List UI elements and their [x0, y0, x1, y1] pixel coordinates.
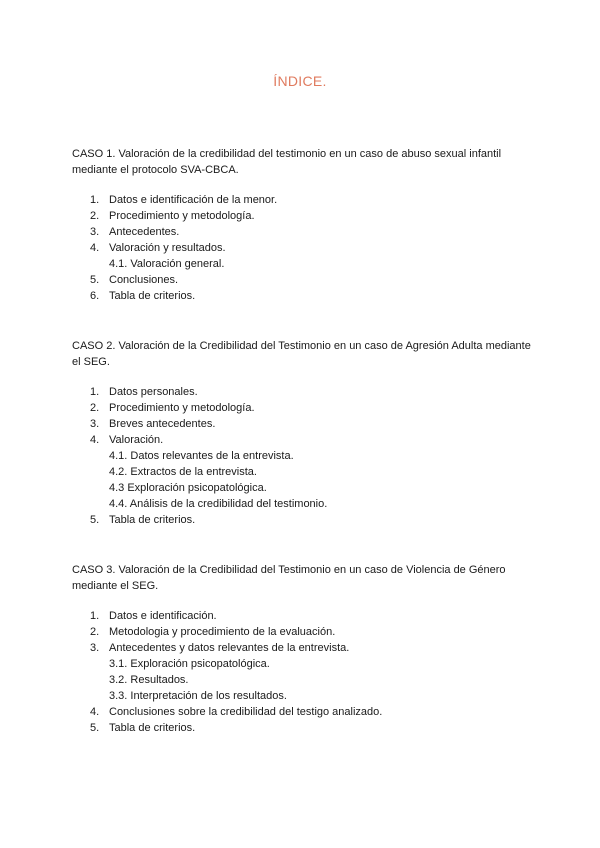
case-1-items	[72, 192, 542, 304]
sub-list-item	[72, 688, 542, 704]
item-text: Tabla de criterios.	[109, 514, 196, 526]
sub-item-text: 4.2. Extractos de la entrevista.	[109, 466, 257, 478]
sub-list-item	[72, 656, 542, 672]
list-item	[72, 608, 542, 624]
item-number: 2.	[90, 210, 100, 222]
list-item	[72, 288, 542, 304]
item-text: Valoración y resultados.	[109, 242, 226, 254]
sub-item-text: 3.1. Exploración psicopatológica.	[109, 658, 270, 670]
item-number: 2.	[90, 626, 100, 638]
item-number: 4.	[90, 242, 100, 254]
list-item	[72, 384, 542, 400]
case-1-heading: CASO 1. Valoración de la credibilidad del testimonio en un caso de abuso sexual infantil mediante el protocolo SVA-CBCA.	[72, 148, 502, 176]
page-title: ÍNDICE.	[273, 73, 327, 89]
item-number: 2.	[90, 402, 100, 414]
list-item	[72, 192, 542, 208]
list-item	[72, 512, 542, 528]
list-item	[72, 272, 542, 288]
list-item	[72, 640, 542, 656]
sub-item-text: 4.3 Exploración psicopatológica.	[109, 482, 267, 494]
item-text: Tabla de criterios.	[109, 722, 196, 734]
item-text: Tabla de criterios.	[109, 290, 196, 302]
item-number: 3.	[90, 226, 100, 238]
item-text: Valoración.	[109, 434, 164, 446]
item-text: Antecedentes y datos relevantes de la entrevista.	[109, 642, 350, 654]
case-3-heading: CASO 3. Valoración de la Credibilidad del Testimonio en un caso de Violencia de Género mediante el SEG.	[72, 564, 506, 592]
item-text: Conclusiones.	[109, 274, 179, 286]
item-number: 5.	[90, 514, 100, 526]
list-item	[72, 400, 542, 416]
list-item	[72, 704, 542, 720]
case-2-items	[72, 384, 542, 528]
item-text: Datos e identificación.	[109, 610, 217, 622]
item-number: 1.	[90, 610, 100, 622]
sub-item-text: 3.3. Interpretación de los resultados.	[109, 690, 287, 702]
case-2-section	[72, 338, 542, 528]
item-text: Breves antecedentes.	[109, 418, 216, 430]
item-text: Datos personales.	[109, 386, 198, 398]
sub-list-item	[72, 464, 542, 480]
item-number: 3.	[90, 642, 100, 654]
item-text: Conclusiones sobre la credibilidad del testigo analizado.	[109, 706, 383, 718]
item-number: 6.	[90, 290, 100, 302]
list-item	[72, 224, 542, 240]
item-number: 5.	[90, 274, 100, 286]
item-number: 1.	[90, 194, 100, 206]
sub-list-item	[72, 480, 542, 496]
list-item	[72, 720, 542, 736]
item-number: 4.	[90, 706, 100, 718]
case-3-section	[72, 562, 542, 736]
sub-list-item	[72, 672, 542, 688]
sub-item-text: 4.4. Análisis de la credibilidad del testimonio.	[109, 498, 328, 510]
sub-item-text: 3.2. Resultados.	[109, 674, 189, 686]
list-item	[72, 208, 542, 224]
item-text: Metodologia y procedimiento de la evaluación.	[109, 626, 336, 638]
item-text: Antecedentes.	[109, 226, 180, 238]
sub-list-item	[72, 496, 542, 512]
sub-item-text: 4.1. Datos relevantes de la entrevista.	[109, 450, 294, 462]
item-text: Procedimiento y metodología.	[109, 210, 255, 222]
case-3-items	[72, 608, 542, 736]
item-number: 1.	[90, 386, 100, 398]
item-number: 3.	[90, 418, 100, 430]
list-item	[72, 432, 542, 448]
sub-list-item	[72, 448, 542, 464]
case-1-section	[72, 146, 542, 304]
item-text: Procedimiento y metodología.	[109, 402, 255, 414]
sub-item-text: 4.1. Valoración general.	[109, 258, 225, 270]
case-2-heading: CASO 2. Valoración de la Credibilidad del Testimonio en un caso de Agresión Adulta mediante el SEG.	[72, 340, 531, 368]
list-item	[72, 416, 542, 432]
item-number: 4.	[90, 434, 100, 446]
item-number: 5.	[90, 722, 100, 734]
list-item	[72, 240, 542, 256]
item-text: Datos e identificación de la menor.	[109, 194, 278, 206]
sub-list-item	[72, 256, 542, 272]
list-item	[72, 624, 542, 640]
